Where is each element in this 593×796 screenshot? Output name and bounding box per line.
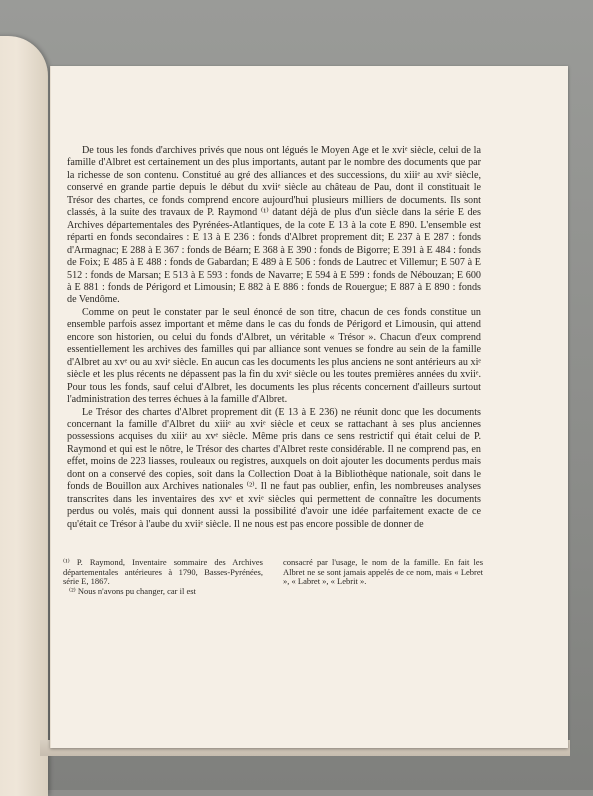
footnote-1: ⁽¹⁾ P. Raymond, Inventaire sommaire des Archives départementales antérieures à 1790, Basses-Pyrénées, série E, 1867. [63, 557, 263, 587]
footnote-2-start: ⁽²⁾ Nous n'avons pu changer, car il est [69, 585, 196, 596]
footnote-2-continued: consacré par l'usage, le nom de la famille. En fait les Albret ne se sont jamais appelés de ce nom, mais « Lebret », « Labret », « Lebrit ». [283, 557, 483, 587]
paragraph-2: Comme on peut le constater par le seul énoncé de son titre, chacun de ces fonds constitue un ensemble parfois assez important et même dans le cas du fonds de Périgord et Limousin, qui attend encore son historien, ou celui du fonds d'Albret, un véritable « Trésor ». Chacun d'eux comprend essentiellement les archives des familles qui par alliance sont venues se fondre au sein de la famille d'Albret au xvᵉ ou au xviᵉ siècle. En aucun cas les documents les plus anciens ne sont antérieurs au xiᵉ siècle et les plus récents ne dépassent pas la fin du xviᵉ siècle ou les toutes premières années du xviiᵉ. Pour tous les fonds, sauf celui d'Albret, les documents les plus récents concernent d'ailleurs surtout l'administration des terres échues à la famille d'Albret. [67, 306, 481, 406]
paragraph-1: De tous les fonds d'archives privés que nous ont légués le Moyen Age et le xviᵉ siècle, celui de la famille d'Albret est certainement un des plus importants, autant par le nombre des documents que par la richesse de son contenu. Constitué au gré des alliances et des successions, du xiiiᵉ au xviᵉ siècle, conservé en grande partie depuis le début du xviiᵉ siècle au château de Pau, dont il constituait le Trésor des chartes, ce fonds comprend encore aujourd'hui plusieurs milliers de documents. Ils sont classés, à la suite des travaux de P. Raymond ⁽¹⁾ datant déjà de plus d'un siècle dans la série E des Archives départementales des Pyrénées-Atlantiques, de la cote E 13 à la cote E 890. L'ensemble est réparti en fonds secondaires : E 13 à E 236 : fonds d'Albret proprement dit; E 237 à E 287 : fonds d'Armagnac; E 288 à E 367 : fonds de Béarn; E 368 à E 390 : fonds de Bigorre; E 391 à E 484 : fonds de Foix; E 485 à E 488 : fonds de Gabardan; E 489 à E 506 : fonds de Lautrec et Villemur; E 507 à E 512 : fonds de Marsan; E 513 à E 593 : fonds de Navarre; E 594 à E 599 : fonds de Nébouzan; E 600 à E 881 : fonds de Périgord et Limousin; E 882 à E 886 : fonds de Rouergue; E 887 à E 890 : fonds de Vendôme. [67, 145, 481, 306]
main-text [67, 145, 481, 531]
paragraph-3: Le Trésor des chartes d'Albret proprement dit (E 13 à E 236) ne réunit donc que les documents concernant la famille d'Albret du xiiiᵉ au xviᵉ siècle et ceux se rattachant à ses plus anciennes possessions acquises du xiiiᵉ au xvᵉ siècle. Même pris dans ce sens restrictif qui était celui de P. Raymond et qui est le nôtre, le Trésor des chartes d'Albret reste considérable. Il ne comprend pas, en effet, moins de 223 liasses, rouleaux ou registres, auxquels on doit ajouter les documents perdus mais dont on a conservé des copies, soit dans la Collection Doat à la Bibliothèque nationale, soit dans le fonds de Bouillon aux Archives nationales ⁽²⁾. Il ne faut pas oublier, enfin, les nombreuses analyses transcrites dans les inventaires des xvᵉ et xviᵉ siècles qui permettent de connaître les documents perdus ou volés, mais qui donnent aussi la possibilité d'avoir une idée parfaitement exacte de ce qu'était ce Trésor à l'aube du xviiᵉ siècle. Il ne nous est pas encore possible de donner de [67, 406, 481, 530]
footnotes-right-column [283, 558, 483, 587]
footnotes-left-column [63, 558, 263, 596]
facing-page-edge [0, 36, 48, 796]
